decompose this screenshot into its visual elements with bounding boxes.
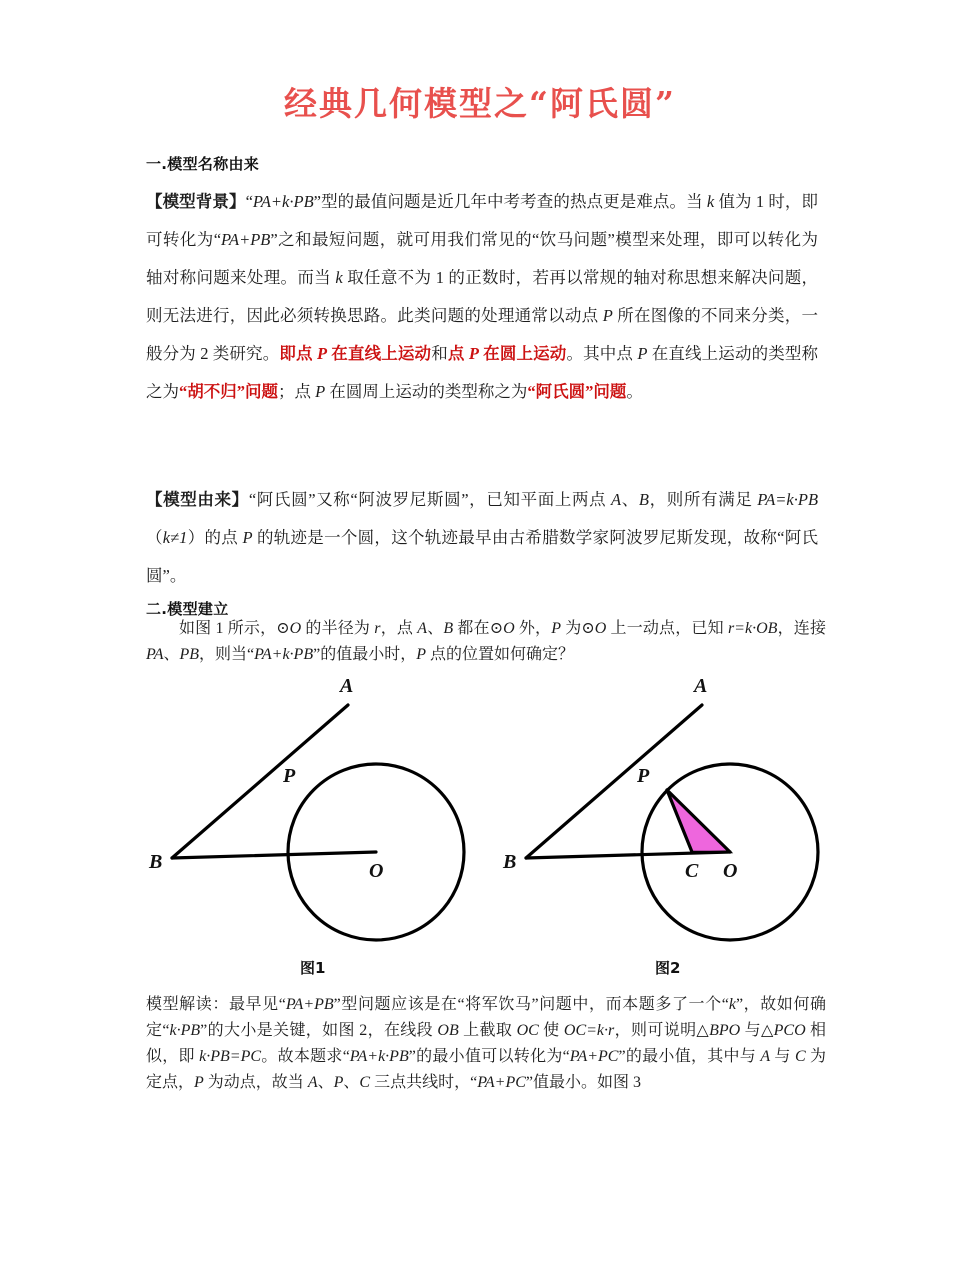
figure-2-label-o: O <box>723 860 738 882</box>
ip-run-5: 上截取 <box>458 1022 517 1039</box>
figure-2-label-a: A <box>694 675 708 697</box>
dv-var-b: B <box>638 490 650 509</box>
su-run-2: 的半径为 <box>301 620 375 637</box>
ip-formula-7: PCO <box>773 1022 806 1039</box>
figure-2 <box>502 675 818 940</box>
bg-run-10: 在圆周上运动的类型称之为 <box>325 382 528 401</box>
bg-black-mid: 和 <box>431 344 448 363</box>
geometry-figures <box>140 672 840 952</box>
ip-var-a2: A <box>307 1074 318 1091</box>
label-model-background: 【模型背景】 <box>146 192 246 211</box>
su-run-4: 、 <box>427 620 444 637</box>
page-title: 经典几何模型之“阿氏圆” <box>284 84 676 123</box>
su-run-9: ，连接 <box>777 620 826 637</box>
su-run-8: 上一动点，已知 <box>606 620 728 637</box>
ip-run-9: 相似，即 <box>146 1022 826 1065</box>
bg-var-p-1: P <box>602 306 613 325</box>
su-formula-3: PB <box>179 646 200 663</box>
su-run-10: 、 <box>163 646 180 663</box>
dv-run-6: 的轨迹是一个圆，这个轨迹最早由古希腊数学家阿波罗尼斯发现，故称“阿氏圆”。 <box>146 528 819 585</box>
ip-run-6: 使 <box>538 1022 564 1039</box>
paragraph-model-interpretation <box>146 992 826 1096</box>
figure-1-label-b: B <box>149 851 163 873</box>
ip-run-13: 与 <box>770 1048 795 1065</box>
bg-formula-1: PA+k·PB <box>252 192 314 211</box>
dv-run-2: 、 <box>621 490 639 509</box>
ip-run-18: 三点共线时，“ <box>370 1074 478 1091</box>
su-run-1: 如图 1 所示，⊙ <box>179 620 290 637</box>
figure-2-label-p: P <box>637 765 650 787</box>
su-formula-2: PA <box>146 646 164 663</box>
ip-var-p2: P <box>333 1074 344 1091</box>
dv-formula-1: PA=k·PB <box>757 490 819 509</box>
bg-red-1a: 即点 <box>279 344 317 363</box>
su-run-5: 都在⊙ <box>453 620 504 637</box>
su-run-12: ”的值最小时， <box>313 646 417 663</box>
figure-1-caption: 图1 <box>300 959 326 977</box>
dv-run-5: ）的点 <box>187 528 243 547</box>
su-run-13: 点的位置如何确定？ <box>425 646 574 663</box>
figure-1-label-o: O <box>369 860 384 882</box>
bg-run-7: 。其中点 <box>566 344 638 363</box>
ip-run-2: ”型问题应该是在“将军饮马”问题中，而本题多了一个“ <box>333 996 729 1013</box>
ip-formula-11: PA+PC <box>477 1074 526 1091</box>
su-var-a: A <box>417 620 428 637</box>
bg-run-6: 所在图像的不同来分类，一般分为 2 类研究。 <box>146 306 818 363</box>
su-var-p-2: P <box>416 646 426 663</box>
section-heading-2: 二.模型建立 <box>146 600 229 618</box>
figure-1-label-a: A <box>340 675 354 697</box>
ip-run-14: 为定点， <box>146 1048 826 1091</box>
bg-run-3: 值为 1 时，即可转化为“ <box>146 192 819 249</box>
dv-run-4: （ <box>146 528 163 547</box>
bg-var-p-2: P <box>637 344 648 363</box>
figure-2-line-bo <box>526 852 730 858</box>
ip-run-16: 、 <box>317 1074 334 1091</box>
su-var-b: B <box>443 620 454 637</box>
ip-run-17: 、 <box>343 1074 360 1091</box>
figure-1-line-bo <box>172 852 376 858</box>
su-run-11: ，则当“ <box>199 646 255 663</box>
bg-run-8: 在直线上运动的类型称之为 <box>146 344 819 401</box>
ip-formula-9: PA+k·PB <box>349 1048 409 1065</box>
ip-var-k-1: k <box>728 996 736 1013</box>
ip-formula-2: k·PB <box>169 1022 201 1039</box>
bg-formula-2: PA+PB <box>221 230 271 249</box>
figure-1-label-p: P <box>283 765 296 787</box>
setup-body <box>146 616 826 668</box>
ip-run-7: ，则可说明△ <box>614 1022 710 1039</box>
ip-formula-10: PA+PC <box>569 1048 619 1065</box>
su-run-3: ，点 <box>380 620 418 637</box>
ip-formula-4: OC <box>516 1022 539 1039</box>
label-model-derivation: 【模型由来】 <box>146 490 249 509</box>
figure-2-label-b: B <box>503 851 517 873</box>
bg-red-2a: 点 <box>447 344 469 363</box>
ip-run-11: ”的最小值可以转化为“ <box>408 1048 570 1065</box>
dv-var-a: A <box>611 490 622 509</box>
paragraph-model-setup <box>146 616 826 668</box>
dv-run-3: ，则所有满足 <box>649 490 758 509</box>
su-var-r: r <box>374 620 381 637</box>
ip-var-c: C <box>795 1048 806 1065</box>
dv-formula-2: k≠1 <box>162 528 188 547</box>
su-var-p-1: P <box>551 620 562 637</box>
ip-run-8: 与△ <box>740 1022 774 1039</box>
ip-run-4: ”的大小是关键，如图 2，在线段 <box>200 1022 438 1039</box>
su-var-o-1: O <box>289 620 302 637</box>
su-formula-1: r=k·OB <box>727 620 778 637</box>
bg-run-11: 。 <box>626 382 643 401</box>
paragraph-model-background <box>146 183 818 411</box>
bg-run-2: ”型的最值问题是近几年中考考查的热点更是难点。当 <box>313 192 707 211</box>
bg-run-5: 取任意不为 1 的正数时，若再以常规的轴对称思想来解决问题，则无法进行，因此必须转换思路。此类问题的处理通常以动点 <box>146 268 819 325</box>
ip-run-19: ”值最小。如图 3 <box>525 1074 642 1091</box>
ip-run-12: ”的最小值，其中与 <box>618 1048 761 1065</box>
paragraph-model-derivation <box>146 481 818 595</box>
bg-var-k-1: k <box>706 192 715 211</box>
bg-var-p-3: P <box>315 382 326 401</box>
ip-var-a: A <box>760 1048 771 1065</box>
bg-red-4: “阿氏圆”问题 <box>527 382 627 401</box>
su-formula-4: PA+k·PB <box>254 646 314 663</box>
su-var-o-2: O <box>503 620 515 637</box>
figure-1 <box>148 675 464 940</box>
bg-red-1c: 在直线上运动 <box>327 344 432 363</box>
ip-run-15: 为动点，故当 <box>203 1074 308 1091</box>
bg-run-9: ；点 <box>278 382 316 401</box>
ip-run-3: ”，故如何确定“ <box>146 996 826 1039</box>
bg-red-1b: P <box>316 344 328 363</box>
ip-var-c2: C <box>359 1074 371 1091</box>
ip-formula-8: k·PB=PC <box>199 1048 262 1065</box>
figures-container <box>140 672 840 982</box>
ip-formula-1: PA+PB <box>285 996 334 1013</box>
bg-var-k-2: k <box>335 268 343 287</box>
figure-2-label-c: C <box>685 860 699 882</box>
figure-2-caption: 图2 <box>655 959 681 977</box>
dv-run-1: “阿氏圆”又称“阿波罗尼斯圆”，已知平面上两点 <box>248 490 612 509</box>
bg-run-1: “ <box>245 192 253 211</box>
bg-red-2b: P <box>468 344 479 363</box>
bg-red-3: “胡不归”问题 <box>179 382 278 401</box>
section-heading-1: 一.模型名称由来 <box>146 155 260 173</box>
ip-var-p: P <box>194 1074 204 1091</box>
dv-var-p: P <box>242 528 253 547</box>
ip-formula-5: OC=k·r <box>563 1022 615 1039</box>
ip-formula-3: OB <box>437 1022 459 1039</box>
bg-run-4: ”之和最短问题，就可用我们常见的“饮马问题”模型来处理，即可以转化为轴对称问题来处理。而当 <box>146 230 818 287</box>
su-run-6: 外， <box>514 620 552 637</box>
su-run-7: 为⊙ <box>561 620 595 637</box>
ip-run-1: 模型解读：最早见“ <box>146 996 286 1013</box>
bg-red-2c: 在圆上运动 <box>478 344 567 363</box>
su-var-o-3: O <box>594 620 607 637</box>
ip-formula-6: BPO <box>709 1022 741 1039</box>
ip-run-10: 。故本题求“ <box>261 1048 350 1065</box>
